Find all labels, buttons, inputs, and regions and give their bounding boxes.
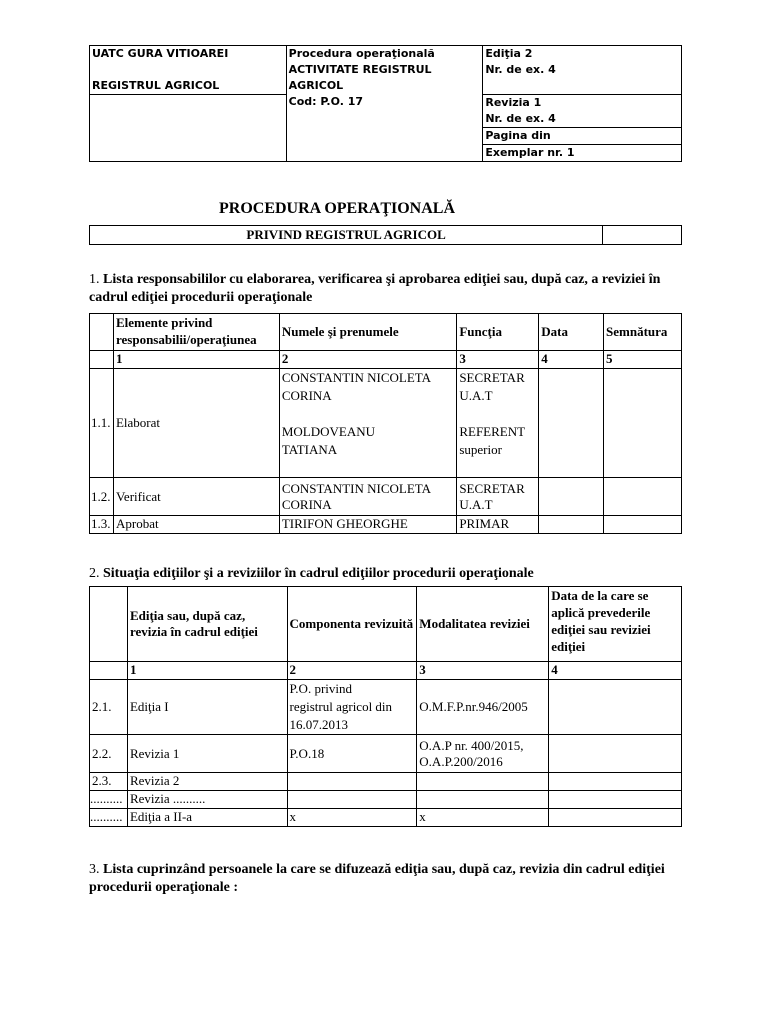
- row-modality: O.A.P nr. 400/2015, O.A.P.200/2016: [417, 735, 549, 773]
- subtitle: PRIVIND REGISTRUL AGRICOL: [90, 226, 603, 245]
- row-signature: [604, 369, 682, 478]
- table-row: [90, 809, 682, 827]
- header-cell-date: Data: [539, 314, 604, 351]
- row-function: SECRETAR U.A.T REFERENT superior: [457, 369, 539, 478]
- row-num: 2.1.: [90, 680, 128, 735]
- header-cell-component: Componenta revizuită: [287, 587, 417, 662]
- row-component: P.O.18: [287, 735, 417, 773]
- header-ex2: Nr. de ex. 4: [485, 112, 556, 125]
- row-function: SECRETAR U.A.T: [457, 478, 539, 516]
- row-edition: Ediţia a II-a: [127, 809, 287, 827]
- section1-heading: [89, 271, 689, 307]
- col-num: 1: [113, 351, 279, 369]
- spacer: [483, 78, 682, 94]
- row-num: ..........: [90, 809, 128, 827]
- section2-heading: [89, 565, 689, 583]
- col-num: 3: [417, 662, 549, 680]
- row-signature: [604, 478, 682, 516]
- row-edition: Revizia ..........: [127, 791, 287, 809]
- row-names: TIRIFON GHEORGHE: [279, 516, 456, 534]
- section3-num: 3.: [89, 862, 100, 877]
- header-org-line1: UATC GURA VITIOAREI: [92, 47, 229, 60]
- row-operation: Elaborat: [113, 369, 279, 478]
- header-ex1: Nr. de ex. 4: [485, 63, 556, 76]
- header-org: [90, 46, 287, 95]
- header-editia: Ediţia 2 Nr. de ex. 4: [483, 46, 682, 79]
- row-num: 1.3.: [90, 516, 114, 534]
- row-component: P.O. privind registrul agricol din 16.07.2013: [287, 680, 417, 735]
- col-num: 2: [287, 662, 417, 680]
- section3-text: Lista cuprinzând persoanele la care se difuzează ediţia sau, după caz, revizia din cadrul ediţiei procedurii operaţionale :: [89, 862, 665, 895]
- row-names: CONSTANTIN NICOLETA CORINA MOLDOVEANU TATIANA: [279, 369, 456, 478]
- header-cell-name: Numele şi prenumele: [279, 314, 456, 351]
- header-procedure: Procedura operaţională ACTIVITATE REGISTRUL AGRICOL Cod: P.O. 17: [286, 46, 483, 162]
- row-modality: [417, 791, 549, 809]
- row-date: [549, 791, 682, 809]
- row-modality: x: [417, 809, 549, 827]
- col-num: 3: [457, 351, 539, 369]
- header-cell-apply-date: Data de la care se aplică prevederile ediţiei sau reviziei ediţiei: [549, 587, 682, 662]
- row-names: CONSTANTIN NICOLETA CORINA: [279, 478, 456, 516]
- row-date: [549, 680, 682, 735]
- col-num: 1: [127, 662, 287, 680]
- section2-text: Situaţia ediţiilor şi a reviziilor în cadrul ediţiilor procedurii operaţionale: [103, 566, 534, 581]
- col-num-blank: [90, 662, 128, 680]
- responsibles-table: [89, 313, 682, 534]
- header-exemplar: Exemplar nr. 1: [483, 145, 682, 162]
- spacer: [90, 95, 287, 128]
- row-operation: Verificat: [113, 478, 279, 516]
- header-cell-modality: Modalitatea reviziei: [417, 587, 549, 662]
- table-row: [90, 478, 682, 516]
- row-num: 2.3.: [90, 773, 128, 791]
- header-org-line2: REGISTRUL AGRICOL: [92, 79, 220, 92]
- section1-num: 1.: [89, 272, 100, 287]
- row-num: 1.1.: [90, 369, 114, 478]
- spacer: [90, 128, 287, 145]
- header-cell-signature: Semnătura: [604, 314, 682, 351]
- section2-num: 2.: [89, 566, 100, 581]
- section1-text: Lista responsabililor cu elaborarea, verificarea şi aprobarea ediţiei sau, după caz, a reviziei în cadrul ediţiei procedurii operaţionale: [89, 272, 661, 305]
- header-cell-function: Funcţia: [457, 314, 539, 351]
- row-num: 2.2.: [90, 735, 128, 773]
- table-corner: [90, 314, 114, 351]
- row-date: [549, 809, 682, 827]
- row-num: 1.2.: [90, 478, 114, 516]
- row-num: ..........: [90, 791, 128, 809]
- table-row: [90, 369, 682, 478]
- row-date: [539, 478, 604, 516]
- row-signature: [604, 516, 682, 534]
- row-function: PRIMAR: [457, 516, 539, 534]
- row-component: [287, 791, 417, 809]
- table-corner: [90, 587, 128, 662]
- row-component: x: [287, 809, 417, 827]
- header-cell-edition: Ediţia sau, după caz, revizia în cadrul ediţiei: [127, 587, 287, 662]
- table-row: [90, 680, 682, 735]
- row-edition: Revizia 2: [127, 773, 287, 791]
- row-modality: O.M.F.P.nr.946/2005: [417, 680, 549, 735]
- spacer: [90, 145, 287, 162]
- col-num: 2: [279, 351, 456, 369]
- header-cell-elements: Elemente privind responsabilii/operaţiunea: [113, 314, 279, 351]
- row-component: [287, 773, 417, 791]
- col-num: 4: [539, 351, 604, 369]
- header-pagina: Pagina din: [483, 128, 682, 145]
- row-date: [549, 773, 682, 791]
- row-date: [539, 369, 604, 478]
- editions-table: [89, 586, 682, 827]
- table-row: [90, 516, 682, 534]
- section3-heading: [89, 861, 689, 897]
- subtitle-table: [89, 225, 682, 245]
- table-row: [90, 773, 682, 791]
- table-row: [90, 791, 682, 809]
- col-num-blank: [90, 351, 114, 369]
- col-num: 4: [549, 662, 682, 680]
- header-table: [89, 45, 682, 162]
- row-operation: Aprobat: [113, 516, 279, 534]
- row-date: [539, 516, 604, 534]
- col-num: 5: [604, 351, 682, 369]
- page-title: PROCEDURA OPERAŢIONALĂ: [219, 200, 456, 217]
- row-date: [549, 735, 682, 773]
- subtitle-blank: [603, 226, 682, 245]
- row-edition: Revizia 1: [127, 735, 287, 773]
- row-modality: [417, 773, 549, 791]
- table-row: [90, 735, 682, 773]
- row-edition: Ediţia I: [127, 680, 287, 735]
- header-revizia: Revizia 1 Nr. de ex. 4: [483, 95, 682, 128]
